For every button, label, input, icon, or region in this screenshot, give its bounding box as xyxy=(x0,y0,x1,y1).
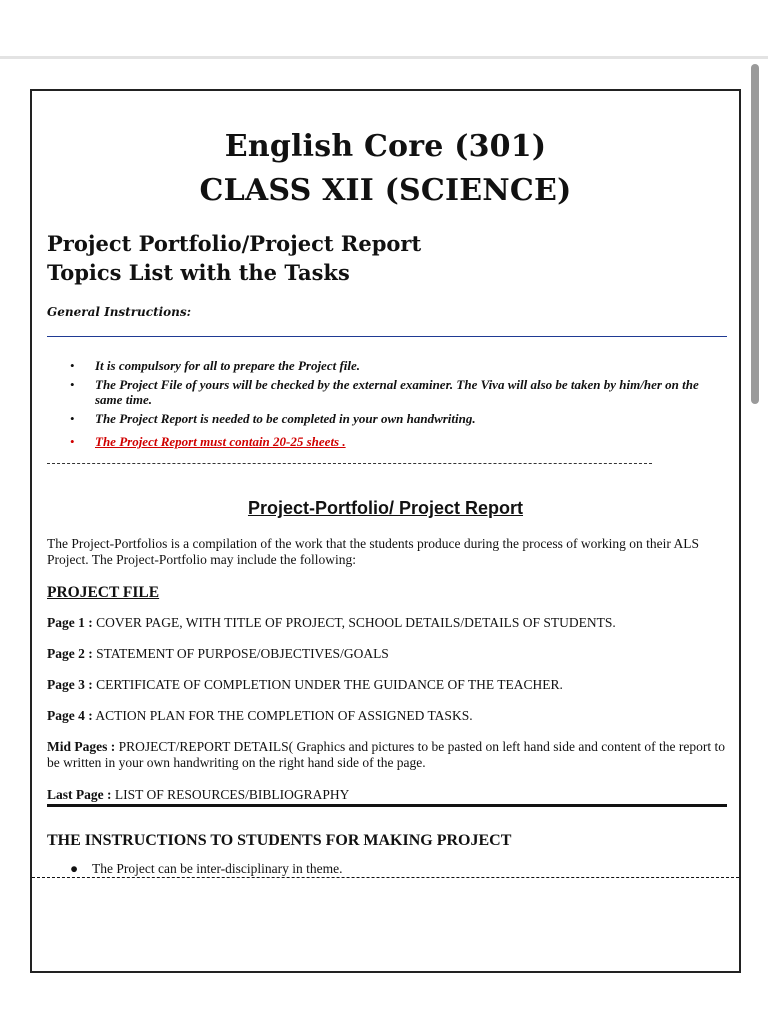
instruction-point-text: The Project can be inter-disciplinary in theme. xyxy=(92,861,343,876)
document-title: English Core (301) xyxy=(224,129,547,164)
page-text: CERTIFICATE OF COMPLETION UNDER THE GUIDANCE OF THE TEACHER. xyxy=(92,677,563,692)
document-page xyxy=(30,89,741,973)
bullet-icon: ● xyxy=(70,861,79,876)
bullet-icon: • xyxy=(70,434,75,449)
page-label: Mid Pages : xyxy=(47,739,116,754)
list-item xyxy=(70,861,343,877)
subtitle-topics: Topics List with the Tasks xyxy=(47,260,350,285)
intro-paragraph: The Project-Portfolios is a compilation of the work that the students produce during the process of working on their ALS Project. The Project-Portfolio may include the following: xyxy=(47,536,700,567)
page-text: STATEMENT OF PURPOSE/OBJECTIVES/GOALS xyxy=(92,646,389,661)
page-text: ACTION PLAN FOR THE COMPLETION OF ASSIGNED TASKS. xyxy=(92,708,473,723)
bullet-icon: • xyxy=(70,358,75,373)
subtitle-portfolio: Project Portfolio/Project Report xyxy=(47,231,422,256)
instructions-list xyxy=(70,358,710,453)
instruction-text: It is compulsory for all to prepare the Project file. xyxy=(95,358,361,373)
list-item xyxy=(70,358,710,373)
divider-rule xyxy=(47,336,727,337)
page-item xyxy=(47,646,727,662)
page-text: LIST OF RESOURCES/BIBLIOGRAPHY xyxy=(111,787,350,802)
thick-divider xyxy=(47,804,727,807)
page-item xyxy=(47,615,727,631)
instructions-heading: THE INSTRUCTIONS TO STUDENTS FOR MAKING PROJECT xyxy=(47,832,512,849)
page-item xyxy=(47,739,727,771)
instruction-text: The Project Report is needed to be completed in your own handwriting. xyxy=(95,411,476,426)
bullet-icon: • xyxy=(70,411,75,426)
page-text: COVER PAGE, WITH TITLE OF PROJECT, SCHOOL DETAILS/DETAILS OF STUDENTS. xyxy=(92,615,616,630)
page-item xyxy=(47,787,727,803)
class-title: CLASS XII (SCIENCE) xyxy=(199,173,572,208)
page-label: Page 2 : xyxy=(47,646,93,661)
page-text: PROJECT/REPORT DETAILS( Graphics and pictures to be pasted on left hand side and content of the report to be written in your own handwriting on the right hand side of the page. xyxy=(47,739,725,770)
bullet-icon: • xyxy=(70,377,75,392)
page-label: Last Page : xyxy=(47,787,112,802)
list-item xyxy=(70,377,710,407)
list-item xyxy=(70,434,710,449)
page-item xyxy=(47,677,727,693)
list-item xyxy=(70,411,710,426)
vertical-scrollbar[interactable] xyxy=(751,64,759,404)
general-instructions-label: General Instructions: xyxy=(47,305,192,319)
instruction-text-highlight: The Project Report must contain 20-25 sheets . xyxy=(95,434,346,449)
viewer-top-bar xyxy=(0,0,768,59)
page-item xyxy=(47,708,727,724)
page-label: Page 4 : xyxy=(47,708,93,723)
project-file-heading: PROJECT FILE xyxy=(47,584,160,601)
instruction-text: The Project File of yours will be checked by the external examiner. The Viva will also be taken by him/her on the same time. xyxy=(95,377,699,407)
page-label: Page 3 : xyxy=(47,677,93,692)
section-title: Project-Portfolio/ Project Report xyxy=(247,498,524,518)
page-label: Page 1 : xyxy=(47,615,93,630)
dashed-separator xyxy=(47,463,652,464)
page-break-line xyxy=(32,877,739,878)
